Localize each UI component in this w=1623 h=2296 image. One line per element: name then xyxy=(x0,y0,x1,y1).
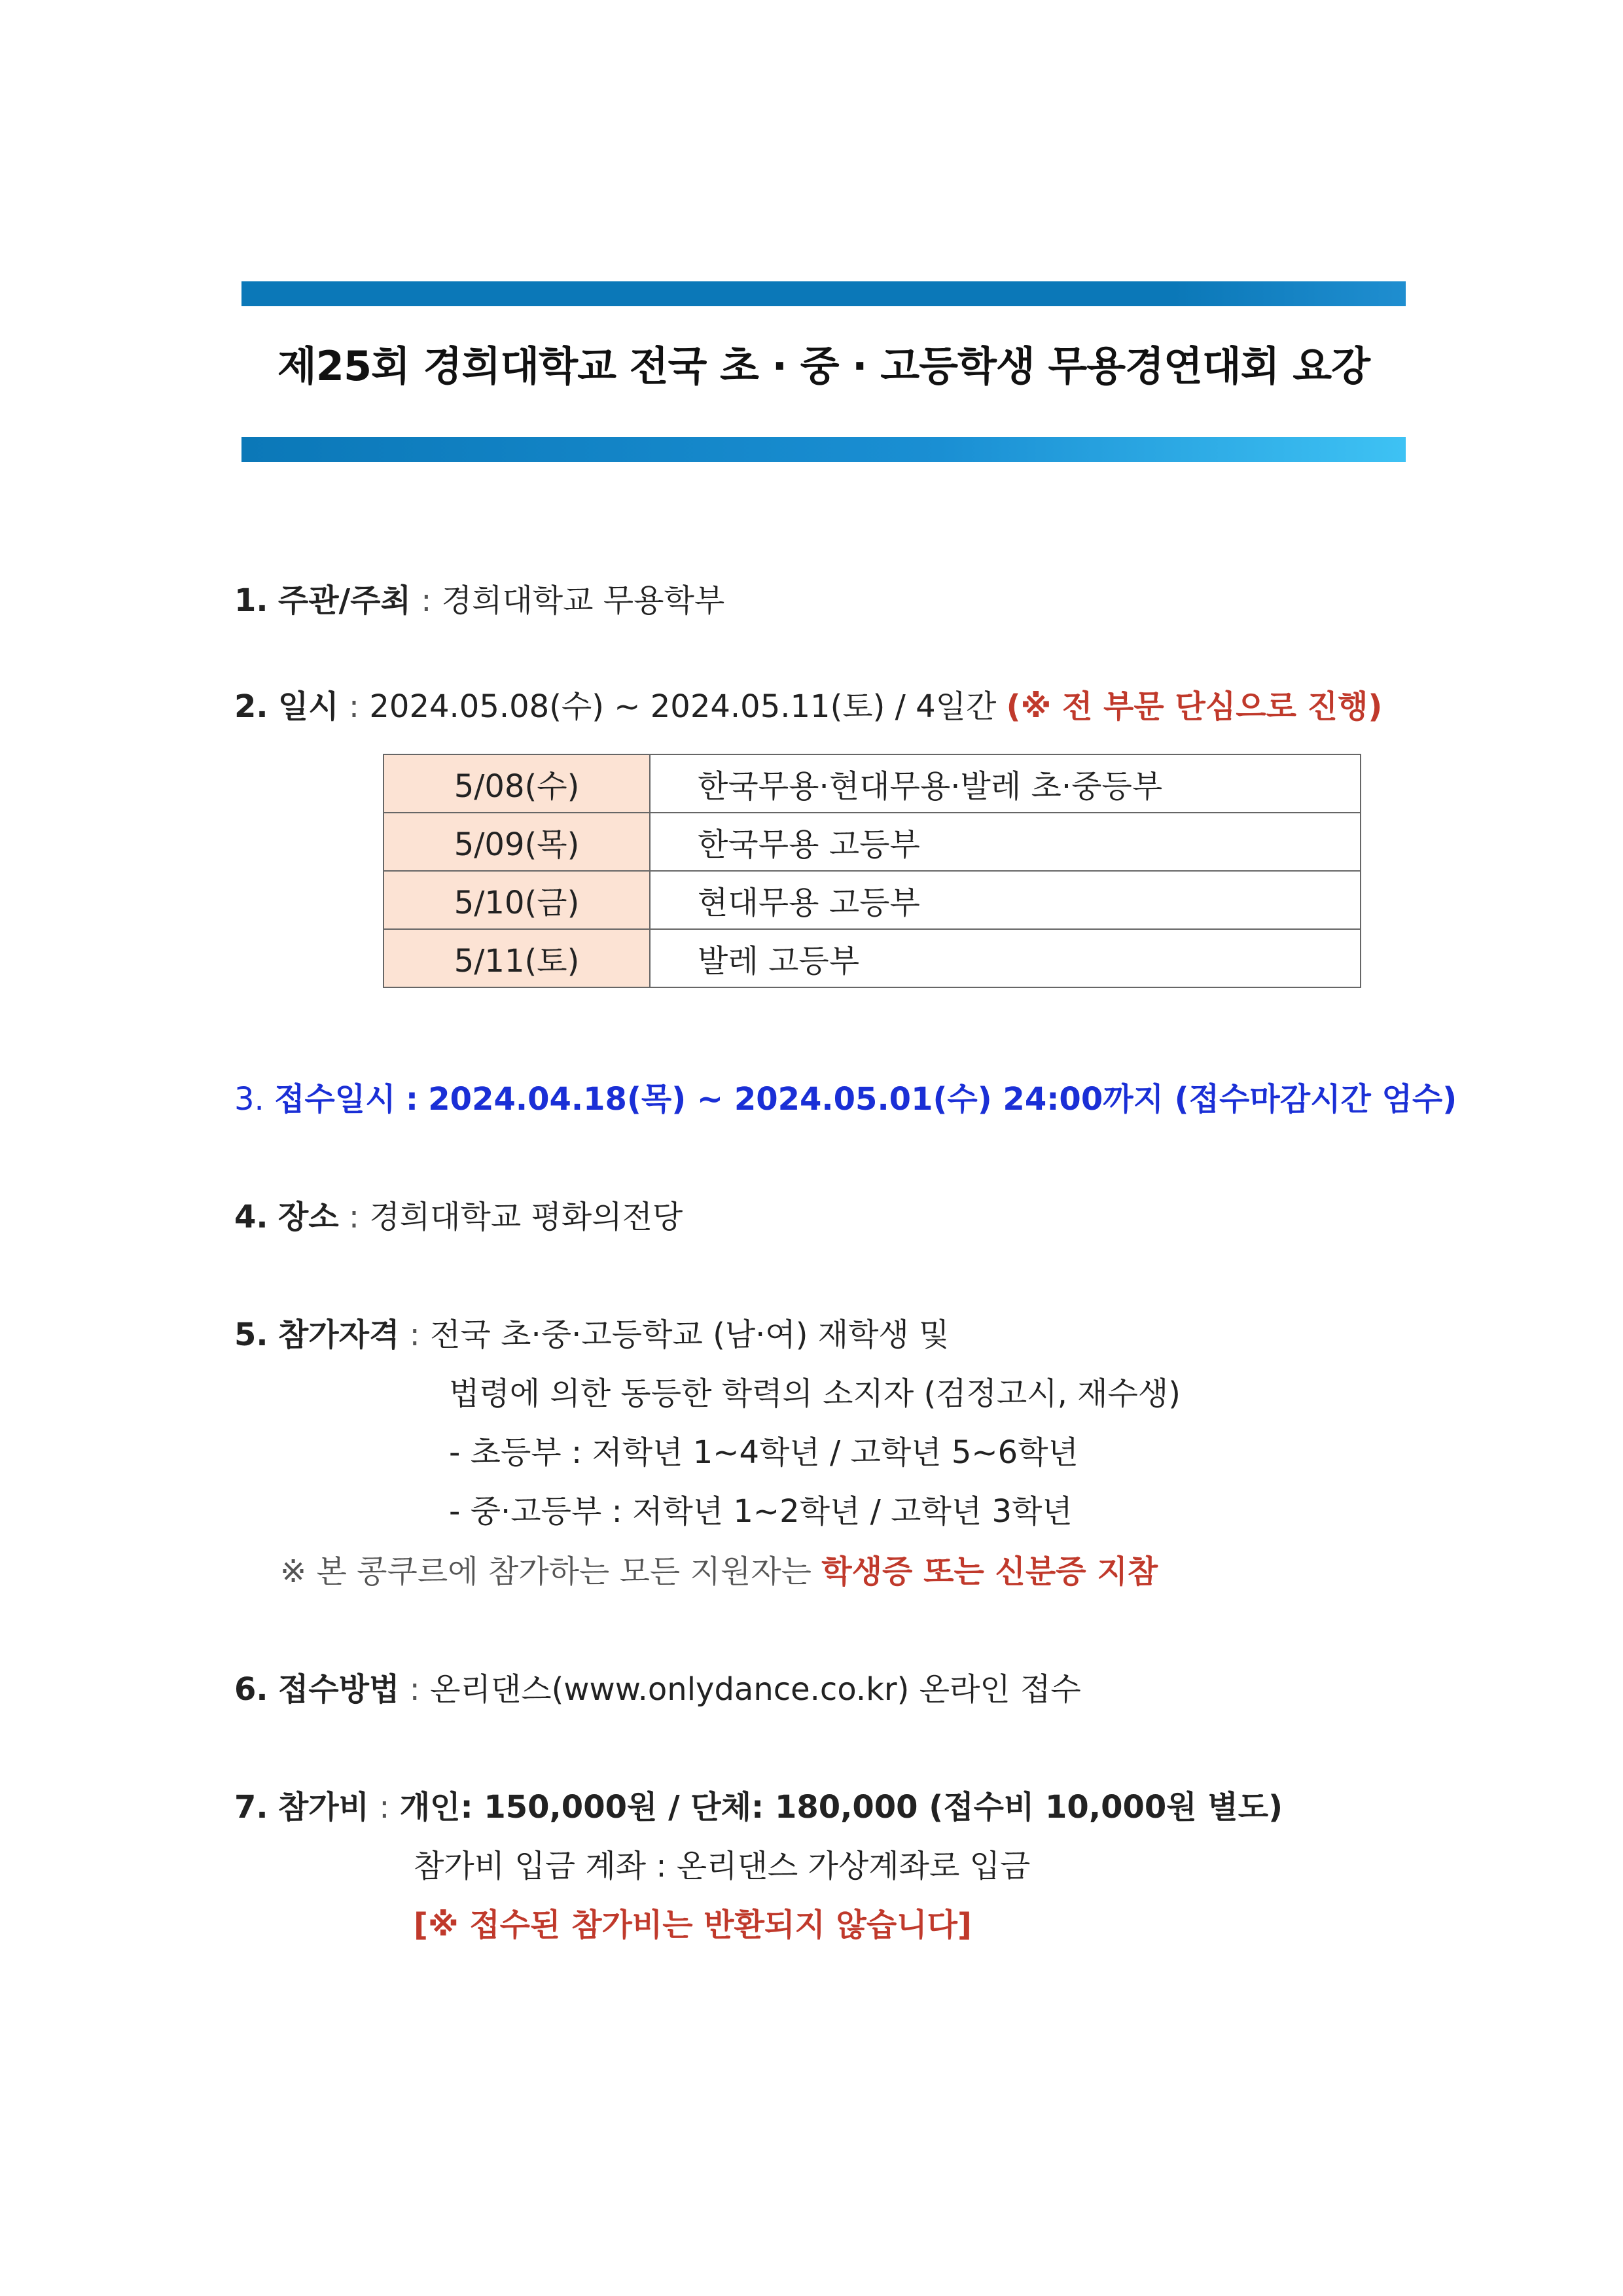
table-row xyxy=(383,754,1361,813)
schedule-desc: 발레 고등부 xyxy=(650,929,1361,987)
separator: : xyxy=(409,1316,420,1353)
section-fee xyxy=(234,1788,1283,1827)
eligibility-middle-high: - 중·고등부 : 저학년 1~2학년 / 고학년 3학년 xyxy=(449,1493,1073,1530)
section-venue xyxy=(234,1197,683,1237)
separator: : xyxy=(409,1671,420,1708)
schedule-table xyxy=(383,754,1361,988)
separator: : xyxy=(421,582,432,619)
section-dates xyxy=(234,687,1382,726)
section-eligibility xyxy=(234,1315,950,1354)
eligibility-line: 법령에 의한 동등한 학력의 소지자 (검정고시, 재수생) xyxy=(449,1375,1181,1412)
eligibility-elementary: - 초등부 : 저학년 1~4학년 / 고학년 5~6학년 xyxy=(449,1434,1079,1471)
table-row xyxy=(383,871,1361,929)
section-number: 1. xyxy=(234,582,268,619)
section-number: 2. xyxy=(234,688,268,725)
schedule-date: 5/09(목) xyxy=(383,813,650,871)
section-registration xyxy=(234,1080,1457,1119)
header-bar-top xyxy=(241,281,1406,306)
judging-note: (※ 전 부문 단심으로 진행) xyxy=(1006,688,1383,725)
separator: : xyxy=(405,1081,419,1118)
section-value: 2024.04.18(목) ~ 2024.05.01(수) 24:00까지 (접수마감시간 엄수) xyxy=(428,1081,1457,1118)
schedule-date: 5/11(토) xyxy=(383,929,650,987)
section-label: 참가비 xyxy=(277,1789,370,1826)
section-organizer xyxy=(234,581,724,620)
section-number: 7. xyxy=(234,1789,268,1826)
refund-note: [※ 접수된 참가비는 반환되지 않습니다] xyxy=(414,1907,972,1943)
schedule-date: 5/10(금) xyxy=(383,871,650,929)
schedule-desc: 한국무용 고등부 xyxy=(650,813,1361,871)
section-label: 일시 xyxy=(277,688,339,725)
page-title: 제25회 경희대학교 전국 초 · 중 · 고등학생 무용경연대회 요강 xyxy=(277,342,1370,390)
fee-amount: 개인: 150,000원 / 단체: 180,000 (접수비 10,000원 별도) xyxy=(399,1789,1283,1826)
schedule-date: 5/08(수) xyxy=(383,754,650,813)
header-bar-bottom xyxy=(241,437,1406,462)
note-emphasis: 학생증 또는 신분증 지참 xyxy=(821,1553,1158,1590)
section-value: 온리댄스(www.onlydance.co.kr) 온라인 접수 xyxy=(430,1671,1081,1708)
section-number: 4. xyxy=(234,1199,268,1235)
separator: : xyxy=(348,1199,360,1235)
section-value: 경희대학교 무용학부 xyxy=(441,582,725,619)
id-requirement-note xyxy=(280,1552,1158,1591)
section-value: 경희대학교 평화의전당 xyxy=(369,1199,683,1235)
schedule-desc: 한국무용·현대무용·발레 초·중등부 xyxy=(650,754,1361,813)
section-label: 주관/주최 xyxy=(277,582,411,619)
section-method xyxy=(234,1670,1081,1709)
section-number: 6. xyxy=(234,1671,268,1708)
section-label: 장소 xyxy=(277,1199,339,1235)
section-number: 5. xyxy=(234,1316,268,1353)
table-row xyxy=(383,813,1361,871)
separator: : xyxy=(348,688,360,725)
section-label: 접수일시 xyxy=(274,1081,396,1118)
schedule-desc: 현대무용 고등부 xyxy=(650,871,1361,929)
section-label: 접수방법 xyxy=(277,1671,400,1708)
fee-account: 참가비 입금 계좌 : 온리댄스 가상계좌로 입금 xyxy=(414,1848,1031,1884)
note-text: ※ 본 콩쿠르에 참가하는 모든 지원자는 xyxy=(280,1553,812,1590)
table-row xyxy=(383,929,1361,987)
separator: : xyxy=(379,1789,390,1826)
section-number: 3. xyxy=(234,1081,264,1118)
section-label: 참가자격 xyxy=(277,1316,400,1353)
eligibility-line: 전국 초·중·고등학교 (남·여) 재학생 및 xyxy=(430,1316,950,1353)
section-value: 2024.05.08(수) ~ 2024.05.11(토) / 4일간 xyxy=(369,688,997,725)
